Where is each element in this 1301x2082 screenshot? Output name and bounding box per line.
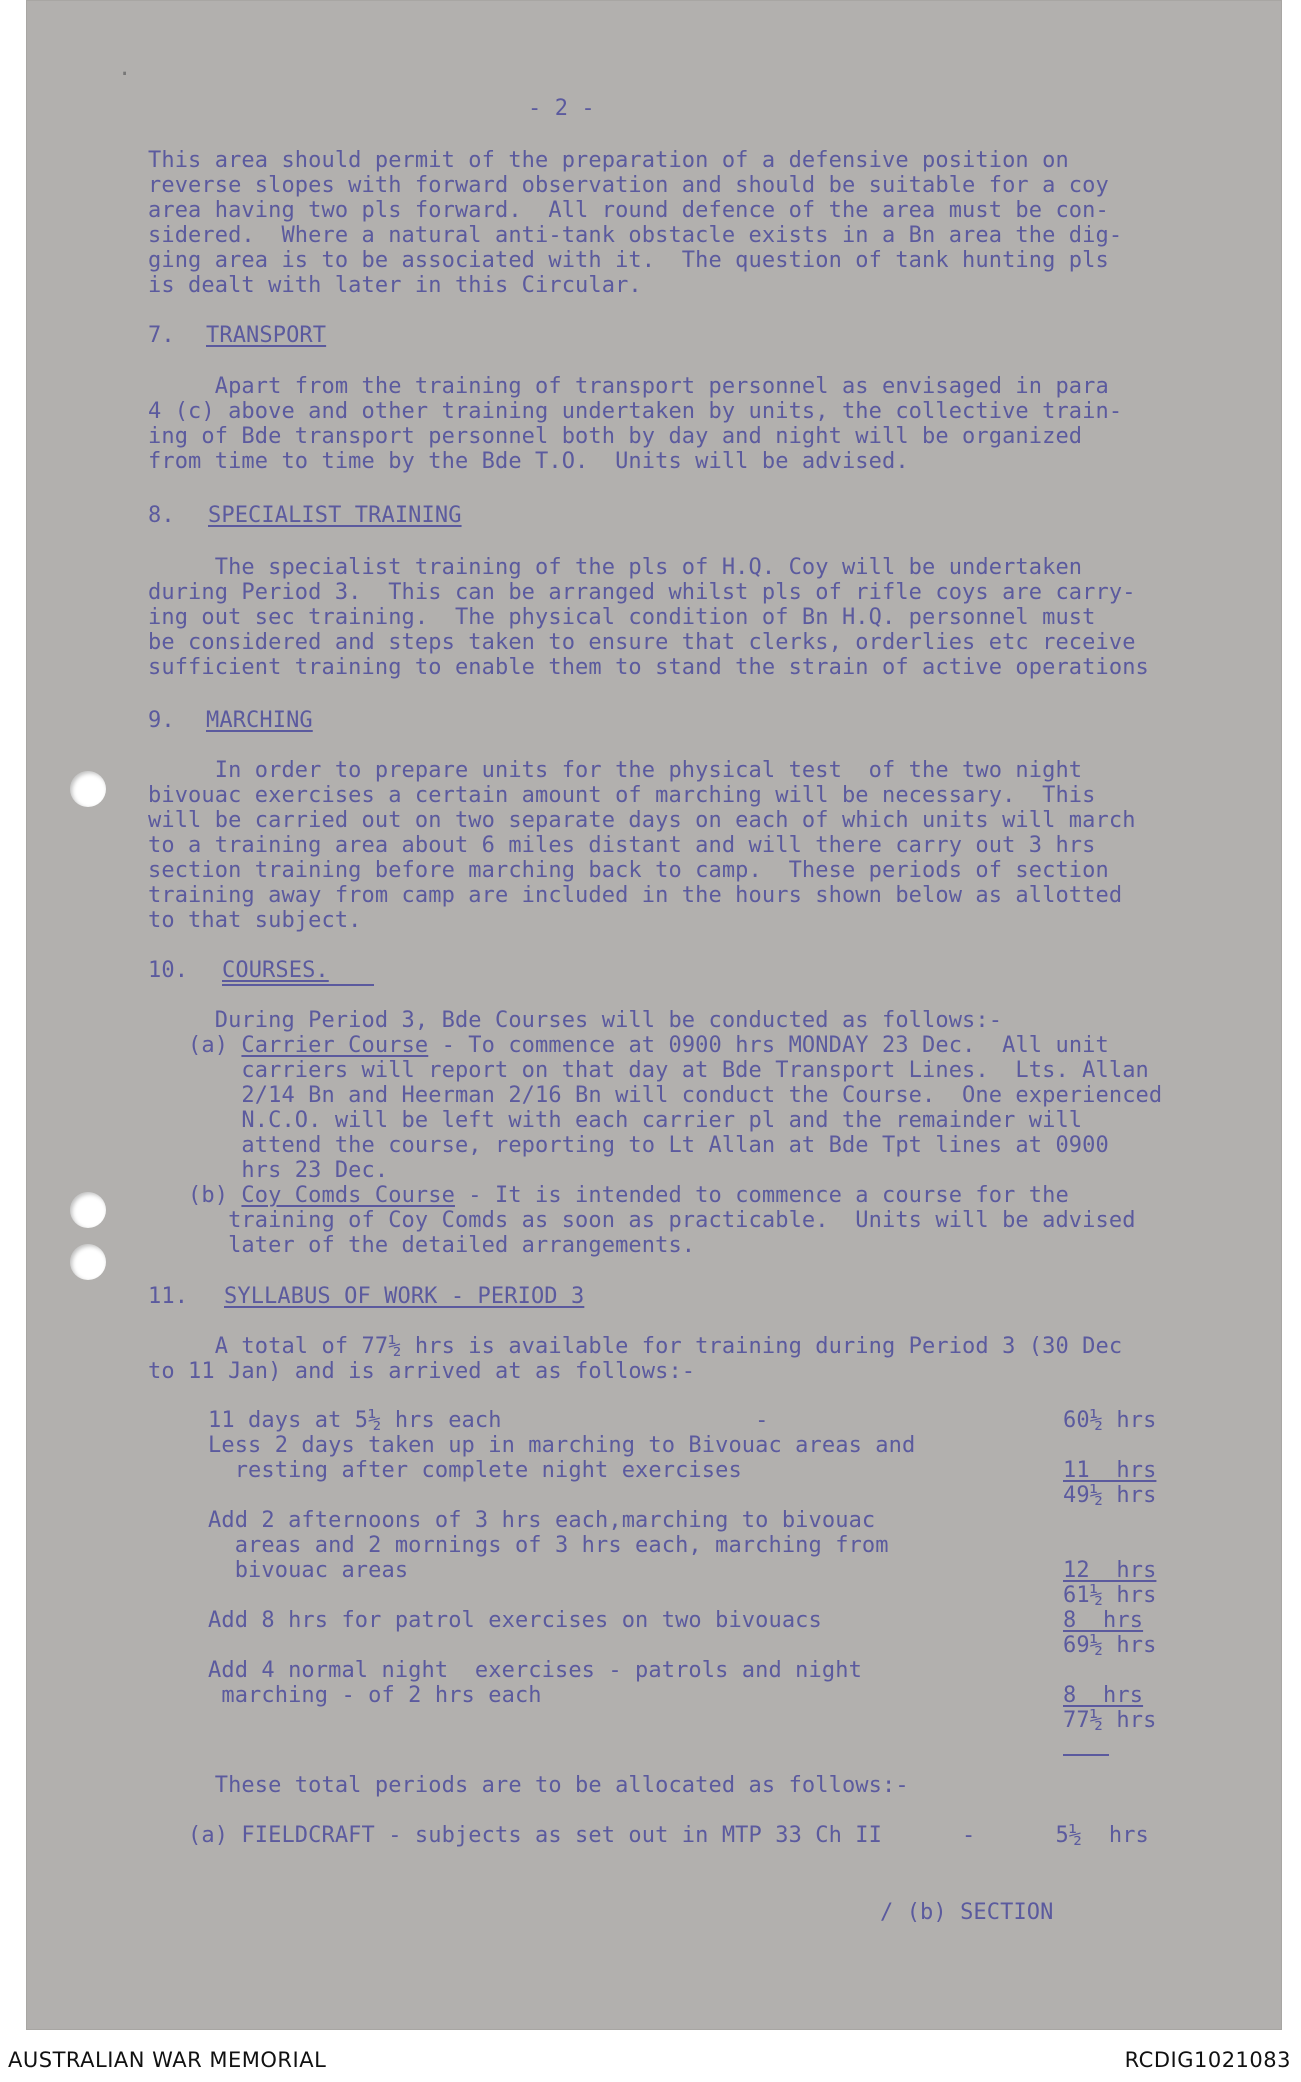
text-line: ing of Bde transport personnel both by day and night will be organized [148,424,1083,449]
continuation-note: / (b) SECTION [880,1900,1054,1925]
calc-row-value: 77½ hrs [1063,1708,1157,1733]
calc-row-value: 12 hrs [1063,1558,1157,1583]
text-line: A total of 77½ hrs is available for training during Period 3 (30 Dec [148,1334,1123,1359]
calc-row-text: bivouac areas [208,1558,409,1583]
text-line: attend the course, reporting to Lt Allan at Bde Tpt lines at 0900 [148,1133,1109,1158]
course-a-rest: - To commence at 0900 hrs MONDAY 23 Dec. All unit [428,1033,1109,1058]
text-line: later of the detailed arrangements. [148,1233,696,1258]
text-line: to that subject. [148,908,362,933]
text-line: reverse slopes with forward observation and should be suitable for a coy [148,173,1109,198]
course-a-first-line [148,1033,1109,1058]
text-line: sidered. Where a natural anti-tank obstacle exists in a Bn area the dig- [148,223,1123,248]
calc-row-value: 8 hrs [1063,1608,1144,1633]
text-line: This area should permit of the preparation of a defensive position on [148,148,1069,173]
calc-row-text: Add 8 hrs for patrol exercises on two bivouacs [208,1608,822,1633]
total-rule [1063,1754,1109,1756]
section-heading: SPECIALIST TRAINING [208,503,462,528]
calc-row-text: Less 2 days taken up in marching to Bivouac areas and [208,1433,916,1458]
section-heading: SYLLABUS OF WORK - PERIOD 3 [224,1284,585,1309]
text-line: sufficient training to enable them to stand the strain of active operations [148,655,1149,680]
punch-hole [70,1192,106,1228]
courses-lead: During Period 3, Bde Courses will be conducted as follows:- [148,1008,1003,1033]
text-line: ging area is to be associated with it. The question of tank hunting pls [148,248,1109,273]
text-line: ing out sec training. The physical condition of Bn H.Q. personnel must [148,605,1096,630]
calc-row-text: Add 4 normal night exercises - patrols and night [208,1658,862,1683]
calc-row-value: 69½ hrs [1063,1633,1157,1658]
course-b-title: Coy Comds Course [241,1183,455,1208]
punch-hole [70,1244,106,1280]
text-line: carriers will report on that day at Bde Transport Lines. Lts. Allan [148,1058,1149,1083]
text-line: The specialist training of the pls of H.Q. Coy will be undertaken [148,555,1083,580]
calc-row-value: 8 hrs [1063,1683,1144,1708]
text-line: training away from camp are included in the hours shown below as allotted [148,883,1123,908]
section-heading: TRANSPORT [206,323,327,348]
course-b-first-line [148,1183,1069,1208]
course-b-prefix: (b) [148,1183,242,1208]
calc-row-value: 49½ hrs [1063,1483,1157,1508]
calc-row-text: Add 2 afternoons of 3 hrs each,marching to bivouac [208,1508,876,1533]
text-line: will be carried out on two separate days on each of which units will march [148,808,1136,833]
text-line: be considered and steps taken to ensure that clerks, orderlies etc receive [148,630,1136,655]
text-line: Apart from the training of transport personnel as envisaged in para [148,374,1109,399]
calc-row-text: marching - of 2 hrs each [208,1683,542,1708]
text-line: bivouac exercises a certain amount of marching will be necessary. This [148,783,1096,808]
text-line: In order to prepare units for the physical test of the two night [148,758,1083,783]
text-line: N.C.O. will be left with each carrier pl and the remainder will [148,1108,1083,1133]
text-line: hrs 23 Dec. [148,1158,389,1183]
footer-right: RCDIG1021083 [1124,2048,1291,2072]
pin-mark: · [118,62,132,87]
text-line: section training before marching back to camp. These periods of section [148,858,1109,883]
section-number: 8. [148,503,175,528]
calc-row-value: 11 hrs [1063,1458,1157,1483]
allocation-lead: These total periods are to be allocated as follows:- [148,1773,909,1798]
calc-row-text: resting after complete night exercises [208,1458,742,1483]
text-line: 2/14 Bn and Heerman 2/16 Bn will conduct the Course. One experienced [148,1083,1163,1108]
calc-row-text: 11 days at 5½ hrs each - [208,1408,769,1433]
text-line: from time to time by the Bde T.O. Units will be advised. [148,449,909,474]
text-line: is dealt with later in this Circular. [148,273,642,298]
text-line: area having two pls forward. All round defence of the area must be con- [148,198,1109,223]
course-b-rest: - It is intended to commence a course for the [454,1183,1069,1208]
footer-left: AUSTRALIAN WAR MEMORIAL [8,2048,327,2072]
section-number: 10. [148,958,189,983]
calc-row-value: 60½ hrs [1063,1408,1157,1433]
page-number: - 2 - [528,96,595,121]
course-a-title: Carrier Course [241,1033,429,1058]
course-a-prefix: (a) [148,1033,242,1058]
text-line: training of Coy Comds as soon as practicable. Units will be advised [148,1208,1136,1233]
text-line: 4 (c) above and other training undertaken by units, the collective train- [148,399,1123,424]
text-line: during Period 3. This can be arranged whilst pls of rifle coys are carry- [148,580,1136,605]
punch-hole [70,771,106,807]
section-number: 9. [148,708,175,733]
text-line: to a training area about 6 miles distant and will there carry out 3 hrs [148,833,1096,858]
heading-rule [222,984,374,986]
allocation-item-a: (a) FIELDCRAFT - subjects as set out in MTP 33 Ch II - 5½ hrs [148,1823,1149,1848]
section-heading: MARCHING [206,708,313,733]
calc-row-value: 61½ hrs [1063,1583,1157,1608]
calc-row-text: areas and 2 mornings of 3 hrs each, marching from [208,1533,889,1558]
section-heading: COURSES. [222,958,329,983]
section-number: 7. [148,323,175,348]
section-number: 11. [148,1284,189,1309]
text-line: to 11 Jan) and is arrived at as follows:- [148,1359,696,1384]
